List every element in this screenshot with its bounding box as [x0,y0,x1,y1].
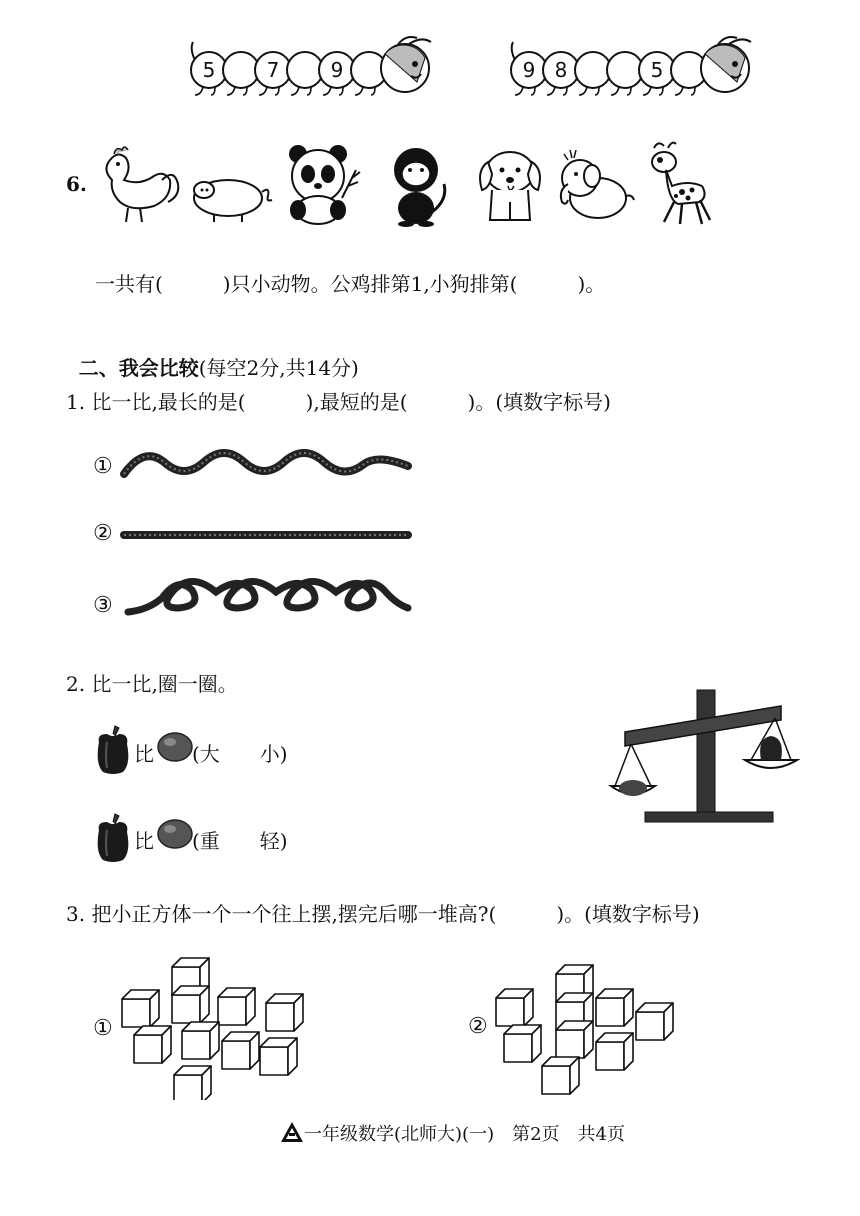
dog-icon [480,152,540,220]
looped-line [128,581,408,612]
stack-label-2: ② [468,1014,488,1039]
caterpillar-segment [607,52,643,88]
cube [172,986,209,1023]
cube [222,1032,259,1069]
footer-text: 一年级数学(北师大)(一) 第2页 共4页 [304,1124,625,1145]
cube [260,1038,297,1075]
potato-icon [156,730,194,764]
line-label-2: ② [93,521,113,546]
cube [218,988,255,1025]
cube [636,1003,673,1040]
panda-icon [289,145,360,224]
cube [504,1025,541,1062]
potato-icon [156,817,194,851]
caterpillar-number: 8 [554,58,568,82]
elephant-icon [561,150,634,218]
section2-scoring: (每空2分,共14分) [198,356,359,380]
q2-row1-options: (大 小) [192,742,288,766]
section2-title: 二、我会比较 [78,356,199,380]
q1-text: 1. 比一比,最长的是( ),最短的是( )。(填数字标号) [66,390,611,414]
q3-text: 3. 把小正方体一个一个往上摆,摆完后哪一堆高?( )。(填数字标号) [66,902,700,926]
cube [134,1026,171,1063]
cube [596,1033,633,1070]
caterpillar-number: 9 [330,58,344,82]
q6-sentence: 一共有( )只小动物。公鸡排第1,小狗排第( )。 [95,272,606,296]
cube-group-2 [490,955,710,1095]
pepper-icon [93,812,133,864]
rooster-icon [106,147,178,222]
cube [556,1021,593,1058]
caterpillar-segment [575,52,611,88]
publisher-logo-icon [280,1120,304,1144]
q2-row1-bi: 比 [134,742,154,766]
cube [174,1066,211,1100]
q6-number: 6. [66,172,87,196]
pig-icon [194,180,272,222]
q2-text: 2. 比一比,圈一圈。 [66,672,238,696]
caterpillar-number: 7 [266,58,280,82]
deer-icon [652,143,710,224]
section2-heading [66,328,359,381]
cube [496,989,533,1026]
caterpillar-number: 9 [522,58,536,82]
cube [596,989,633,1026]
stack-label-1: ① [93,1016,113,1041]
line-label-1: ① [93,454,113,479]
cube [266,994,303,1031]
q2-row2-bi: 比 [134,829,154,853]
caterpillar-1 [185,32,445,104]
cube [542,1057,579,1094]
caterpillar-segment [287,52,323,88]
cube-group-1 [110,950,330,1100]
cube [122,990,159,1027]
balance-scale-icon [605,686,805,826]
caterpillar-segment [223,52,259,88]
animal-row [92,140,722,230]
line-label-3: ③ [93,593,113,618]
caterpillar-2 [505,32,765,104]
q2-row2-options: (重 轻) [192,829,288,853]
cube [182,1022,219,1059]
caterpillar-number: 5 [650,58,664,82]
monkey-icon [394,148,445,227]
lines-figure [118,440,418,630]
caterpillar-number: 5 [202,58,216,82]
pepper-icon [93,724,133,776]
